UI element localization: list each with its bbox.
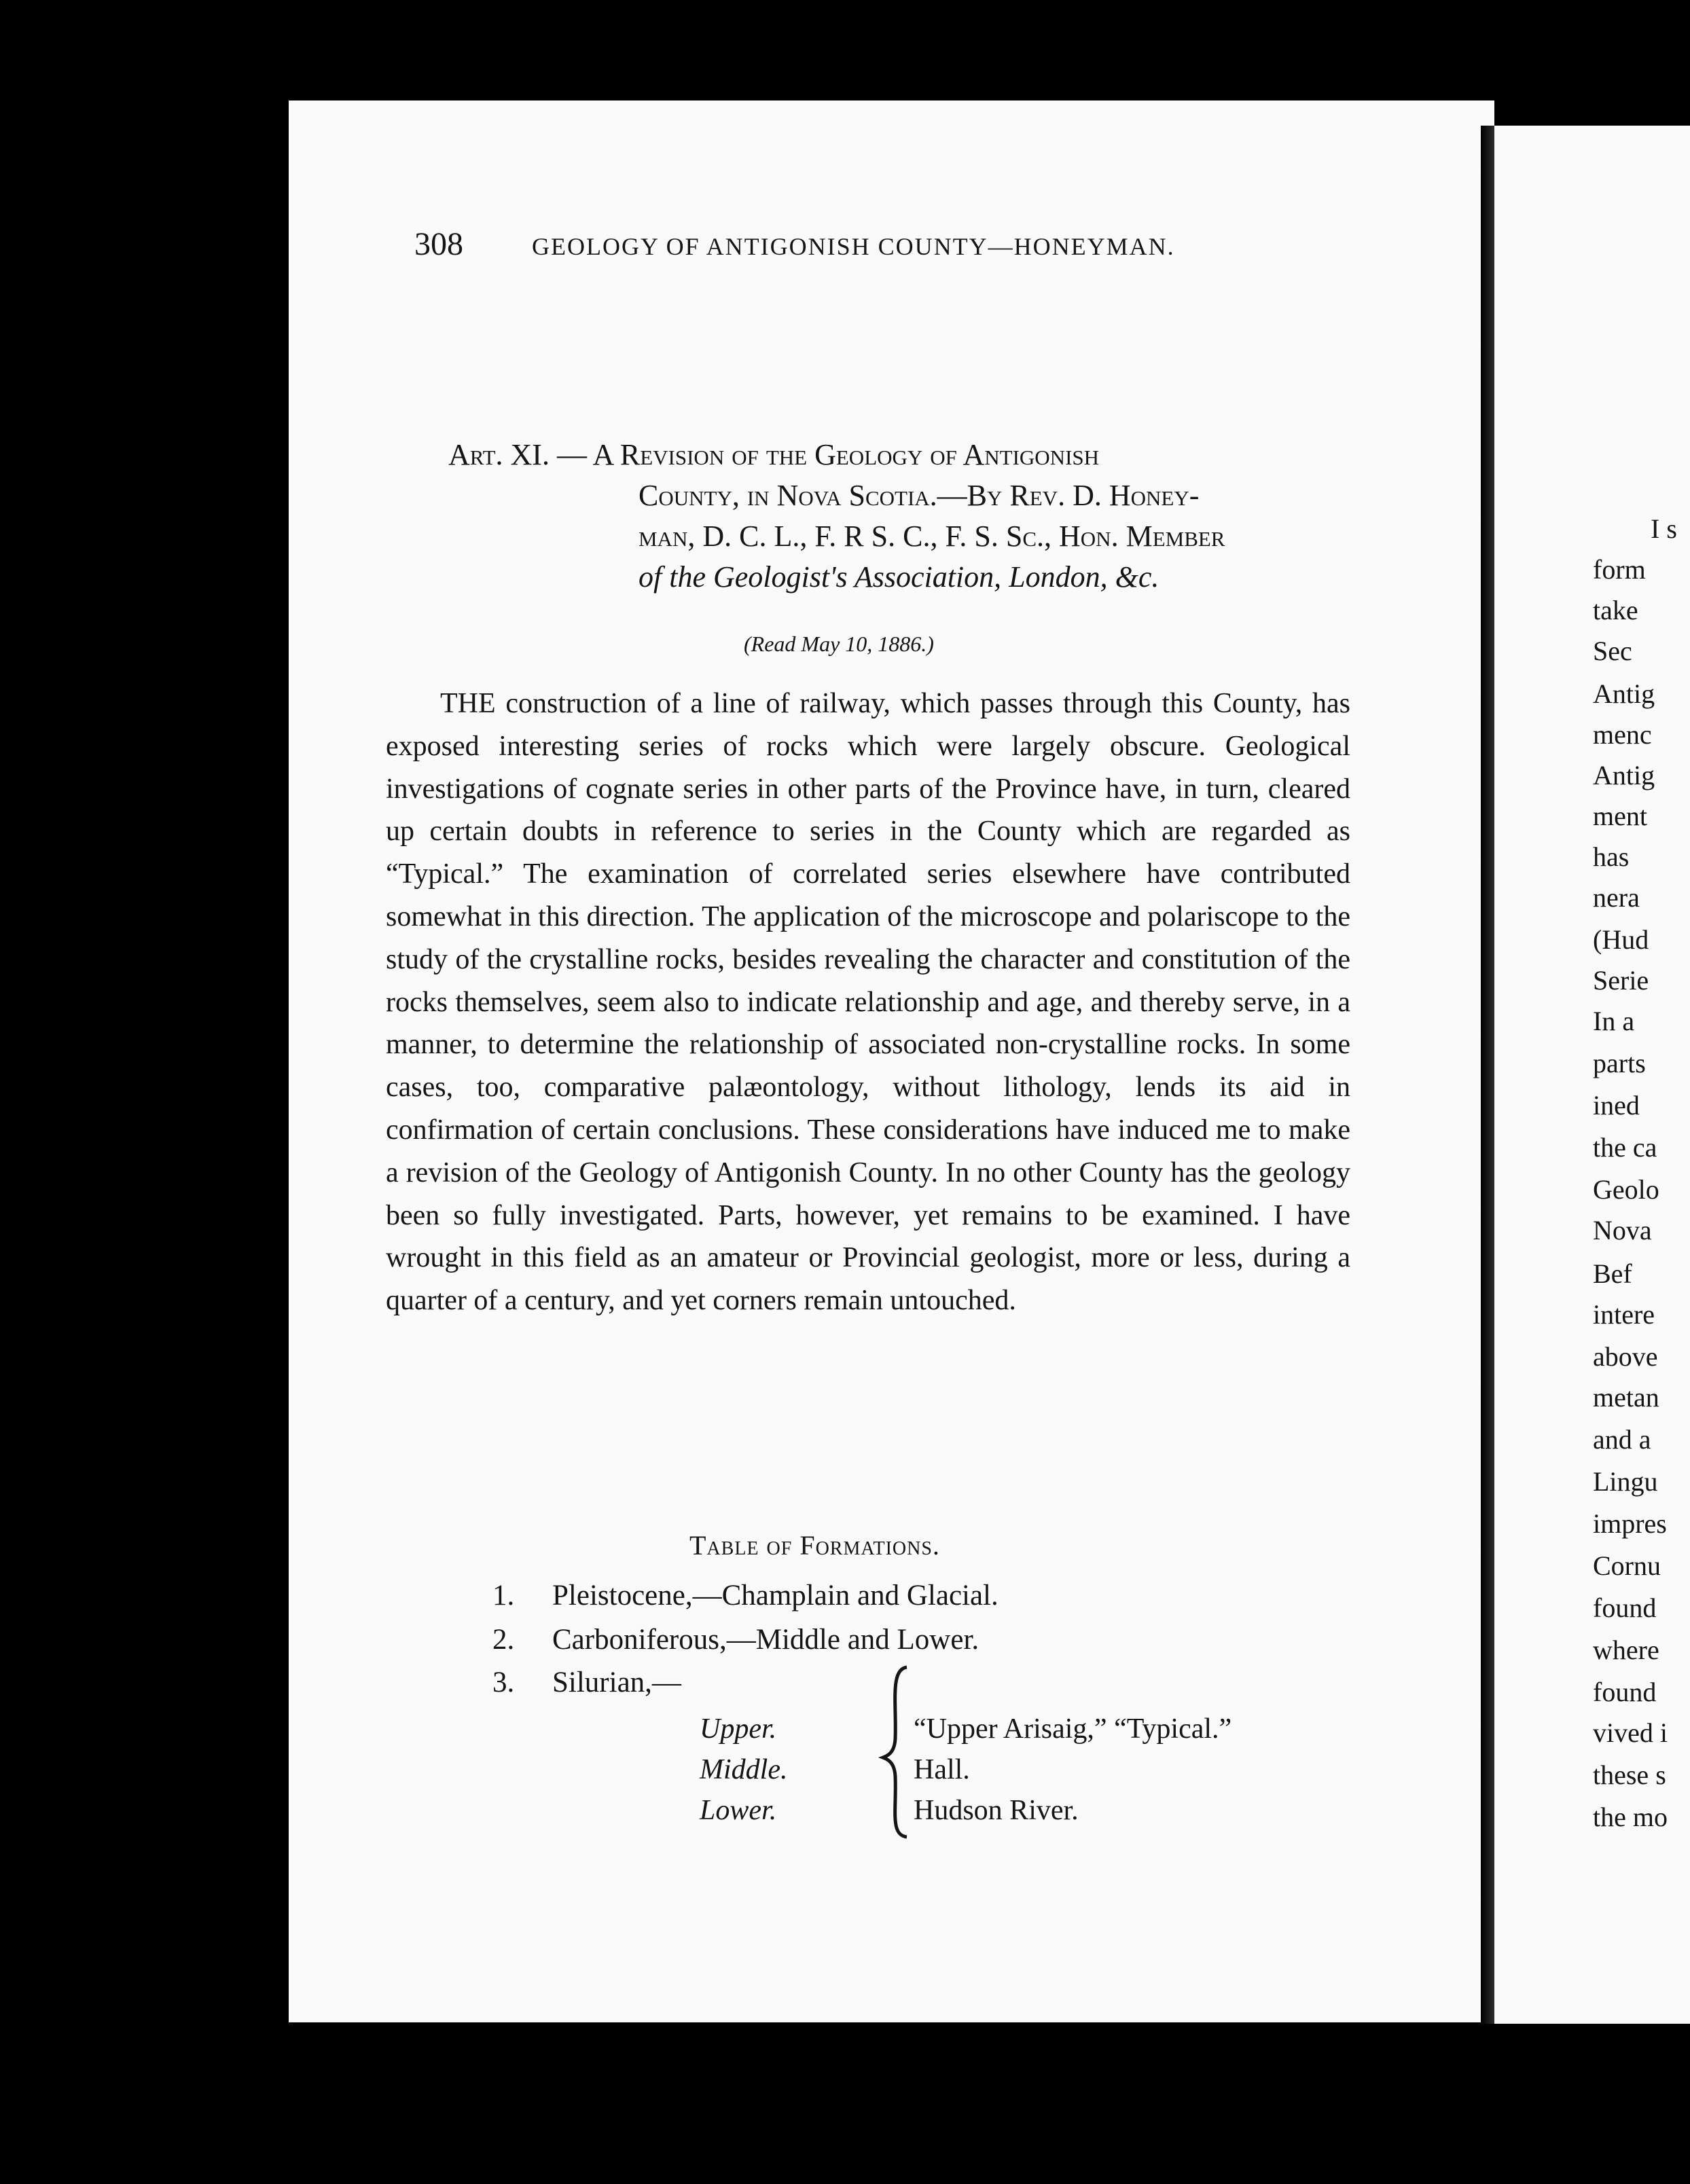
- facing-page-fragment: Nova: [1593, 1215, 1652, 1245]
- title-line-1: Art. XI. — A Revision of the Geology of Antigonish: [448, 438, 1100, 471]
- facing-page-fragment: ment: [1593, 801, 1647, 831]
- subdivision-label: Upper.: [700, 1713, 777, 1745]
- facing-page-fragment: Bef: [1593, 1258, 1632, 1289]
- subdivision-label: Lower.: [700, 1795, 777, 1826]
- facing-page-fragment: Cornu: [1593, 1550, 1661, 1581]
- read-note: (Read May 10, 1886.): [744, 632, 934, 656]
- subdivision-label: Middle.: [700, 1754, 788, 1785]
- page-gutter: [1481, 126, 1496, 2024]
- facing-page-fragment: I s: [1651, 513, 1677, 544]
- facing-page-fragment: metan: [1593, 1382, 1659, 1413]
- page-number: 308: [414, 226, 463, 262]
- running-header: [414, 225, 1175, 263]
- subdivision-desc: Hall.: [914, 1754, 970, 1785]
- facing-page-fragment: parts: [1593, 1048, 1646, 1078]
- facing-page-fragment: form: [1593, 554, 1646, 585]
- facing-page-fragment: Sec: [1593, 636, 1632, 666]
- facing-page-fragment: ined: [1593, 1090, 1640, 1121]
- title-line-3: man, D. C. L., F. R S. C., F. S. Sc., Hon. Member: [639, 520, 1225, 553]
- facing-page-fragment: above: [1593, 1341, 1658, 1372]
- facing-page-fragment: found: [1593, 1592, 1657, 1623]
- curly-brace: [876, 1664, 917, 1840]
- facing-page-fragment: take: [1593, 595, 1638, 625]
- formation-number: 2.: [492, 1624, 515, 1656]
- facing-page-fragment: menc: [1593, 719, 1652, 750]
- facing-page-fragment: these s: [1593, 1760, 1666, 1790]
- formation-number: 3.: [492, 1667, 515, 1698]
- facing-page-fragment: the ca: [1593, 1132, 1657, 1163]
- formation-text: Silurian,—: [552, 1667, 681, 1698]
- subdivision-desc: “Upper Arisaig,” “Typical.”: [914, 1713, 1232, 1745]
- subdivision-desc: Hudson River.: [914, 1795, 1079, 1826]
- facing-page-fragment: impres: [1593, 1508, 1667, 1539]
- facing-page-fragment: has: [1593, 841, 1630, 872]
- formation-text: Pleistocene,—Champlain and Glacial.: [552, 1580, 999, 1612]
- facing-page-fragment: intere: [1593, 1299, 1655, 1330]
- facing-page-fragment: Lingu: [1593, 1466, 1658, 1497]
- facing-page-fragment: Antig: [1593, 678, 1655, 709]
- facing-page-fragment: (Hud: [1593, 924, 1649, 955]
- facing-page-fragment: found: [1593, 1677, 1657, 1707]
- table-title: Table of Formations.: [689, 1530, 940, 1561]
- formation-text: Carboniferous,—Middle and Lower.: [552, 1624, 979, 1656]
- facing-page-fragment: Serie: [1593, 965, 1649, 996]
- title-line-2: County, in Nova Scotia.—By Rev. D. Honey-: [639, 479, 1200, 512]
- facing-page-fragment: In a: [1593, 1006, 1635, 1036]
- title-line-4: of the Geologist's Association, London, &c.: [639, 560, 1159, 594]
- article-title: [448, 435, 1359, 598]
- facing-page-fragment: and a: [1593, 1424, 1651, 1455]
- formation-row-3: [492, 1666, 681, 1699]
- formation-number: 1.: [492, 1580, 515, 1612]
- running-title: GEOLOGY OF ANTIGONISH COUNTY—HONEYMAN.: [532, 233, 1175, 260]
- facing-page-fragment: vived i: [1593, 1717, 1668, 1748]
- body-paragraph: THE construction of a line of railway, which passes through this County, has exposed interesting series of rocks which were largely obscure. Geological investigations of cognate series in other parts of the Province have, in turn, cleared up certain doubts in reference to series in the County which are regarded as “Typical.” The examination of correlated series elsewhere have contributed somewhat in this direction. The application of the microscope and polariscope to the study of the crystalline rocks, besides revealing the character and constitution of the rocks themselves, seem also to indicate relationship and age, and thereby serve, in a manner, to determine the relationship of associated non-crystalline rocks. In some cases, too, comparative palæontology, without lithology, lends its aid in confirmation of certain conclusions. These considerations have induced me to make a revision of the Geology of Antigonish County. In no other County has the geology been so fully investigated. Parts, however, yet remains to be examined. I have wrought in this field as an amateur or Provincial geologist, more or less, during a quarter of a century, and yet corners remain untouched.: [386, 688, 1350, 1317]
- facing-page-fragment: nera: [1593, 882, 1640, 913]
- facing-page-fragment: where: [1593, 1635, 1659, 1665]
- facing-page-fragment: Geolo: [1593, 1174, 1659, 1205]
- formation-row-2: [492, 1623, 979, 1656]
- formation-row-1: [492, 1579, 999, 1612]
- article-body: [386, 682, 1350, 1322]
- facing-page-fragment: Antig: [1593, 760, 1655, 790]
- facing-page-fragment: the mo: [1593, 1802, 1668, 1832]
